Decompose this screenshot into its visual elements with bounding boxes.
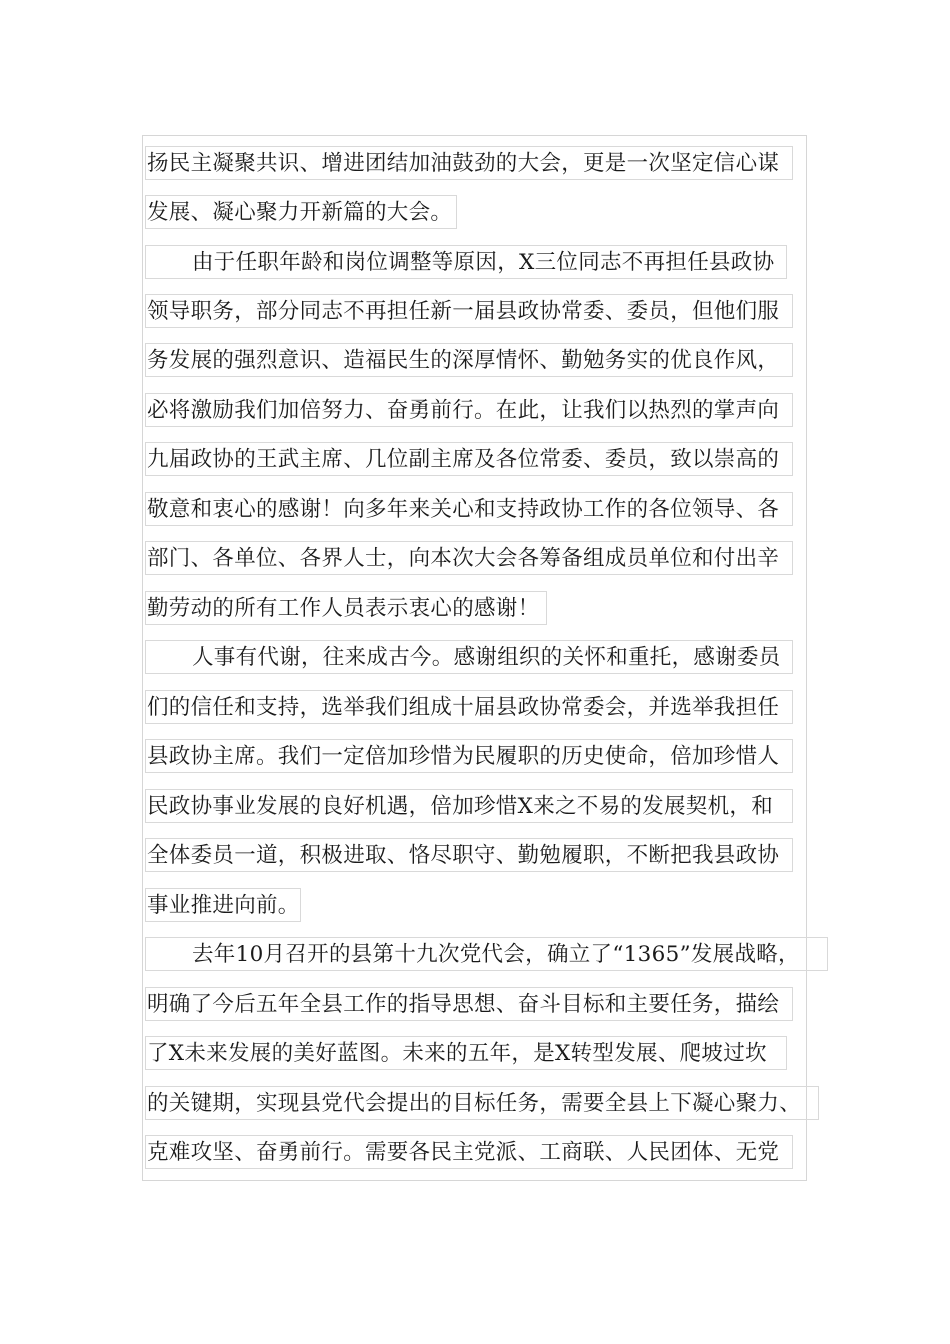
paragraph-line: 九届政协的王武主席、几位副主席及各位常委、委员，致以崇高的 (145, 442, 793, 476)
paragraph-line: 部门、各单位、各界人士，向本次大会各筹备组成员单位和付出辛 (145, 541, 793, 575)
paragraph-line: 务发展的强烈意识、造福民生的深厚情怀、勤勉务实的优良作风， (145, 343, 793, 377)
paragraph-line: 全体委员一道，积极进取、恪尽职守、勤勉履职，不断把我县政协 (145, 838, 793, 872)
paragraph-line: 人事有代谢，往来成古今。感谢组织的关怀和重托，感谢委员 (145, 640, 793, 674)
paragraph-line: 必将激励我们加倍努力、奋勇前行。在此，让我们以热烈的掌声向 (145, 393, 793, 427)
paragraph-line: 的关键期，实现县党代会提出的目标任务，需要全县上下凝心聚力、 (145, 1086, 819, 1120)
paragraph-line: 事业推进向前。 (145, 888, 301, 922)
paragraph-line: 发展、凝心聚力开新篇的大会。 (145, 195, 457, 229)
paragraph-line: 领导职务，部分同志不再担任新一届县政协常委、委员，但他们服 (145, 294, 793, 328)
paragraph-line: 克难攻坚、奋勇前行。需要各民主党派、工商联、人民团体、无党 (145, 1135, 793, 1169)
paragraph-line: 县政协主席。我们一定倍加珍惜为民履职的历史使命，倍加珍惜人 (145, 739, 793, 773)
paragraph-line: 敬意和衷心的感谢！向多年来关心和支持政协工作的各位领导、各 (145, 492, 793, 526)
paragraph-line: 扬民主凝聚共识、增进团结加油鼓劲的大会，更是一次坚定信心谋 (145, 146, 793, 180)
paragraph-line: 勤劳动的所有工作人员表示衷心的感谢！ (145, 591, 547, 625)
paragraph-line: 明确了今后五年全县工作的指导思想、奋斗目标和主要任务，描绘 (145, 987, 793, 1021)
paragraph-line: 了X未来发展的美好蓝图。未来的五年，是X转型发展、爬坡过坎 (145, 1036, 787, 1070)
paragraph-line: 民政协事业发展的良好机遇，倍加珍惜X来之不易的发展契机，和 (145, 789, 793, 823)
paragraph-line: 由于任职年龄和岗位调整等原因，X三位同志不再担任县政协 (145, 245, 787, 279)
paragraph-line: 们的信任和支持，选举我们组成十届县政协常委会，并选举我担任 (145, 690, 793, 724)
paragraph-line: 去年10月召开的县第十九次党代会，确立了“1365”发展战略， (145, 937, 828, 971)
